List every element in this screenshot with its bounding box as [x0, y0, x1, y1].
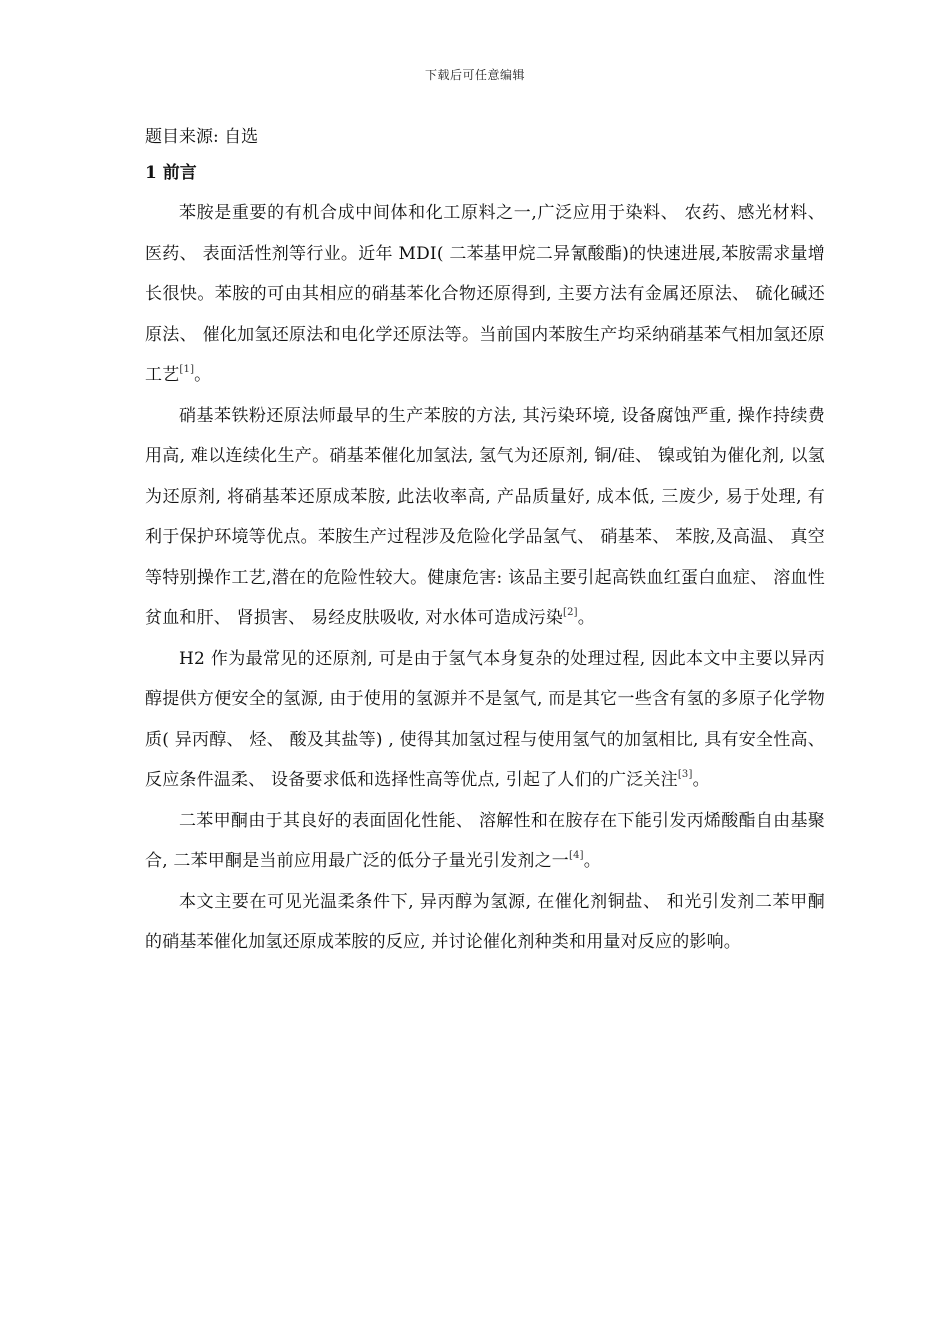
paragraph-text: 硝基苯铁粉还原法师最早的生产苯胺的方法, 其污染环境, 设备腐蚀严重, 操作持续费用高, 难以连续化生产。硝基苯催化加氢法, 氢气为还原剂, 铜/硅、 镍或铂为催化剂, 以氢为还原剂, 将硝基苯还原成苯胺, 此法收率高, 产品质量好, 成本低, 三废少, 易于处理, 有利于保护环境等优点。苯胺生产过程涉及危险化学品氢气、 硝基苯、 苯胺,及高温、 真空等特别操作工艺,潜在的危险性较大。健康危害: 该品主要引起高铁血红蛋白血症、 溶血性贫血和肝、 肾损害、 易经皮肤吸收, 对水体可造成污染: [145, 405, 825, 628]
paragraph-tail: 。: [583, 851, 601, 871]
paragraph-tail: 。: [692, 770, 710, 790]
paragraph-text: H2 作为最常见的还原剂, 可是由于氢气本身复杂的处理过程, 因此本文中主要以异丙醇提供方便安全的氢源, 由于使用的氢源并不是氢气, 而是其它一些含有氢的多原子化学物质( 异丙醇、 烃、 酸及其盐等) , 使得其加氢过程与使用氢气的加氢相比, 具有安全性高、 反应条件温柔、 设备要求低和选择性高等优点, 引起了人们的广泛关注: [145, 648, 825, 790]
paragraph-5: [145, 882, 825, 963]
citation-ref[interactable]: [2]: [563, 607, 578, 618]
paragraph-2: [145, 396, 825, 639]
paragraph-text: 本文主要在可见光温柔条件下, 异丙醇为氢源, 在催化剂铜盐、 和光引发剂二苯甲酮的硝基苯催化加氢还原成苯胺的反应, 并讨论催化剂种类和用量对反应的影响。: [145, 891, 825, 952]
section-number: 1: [145, 163, 157, 183]
topic-source-line: 题目来源: 自选: [145, 127, 259, 147]
paragraph-text: 苯胺是重要的有机合成中间体和化工原料之一,广泛应用于染料、 农药、感光材料、 医药、 表面活性剂等行业。近年 MDI( 二苯基甲烷二异氰酸酯)的快速进展,苯胺需求量增长很快。苯胺的可由其相应的硝基苯化合物还原得到, 主要方法有金属还原法、 硫化碱还原法、 催化加氢还原法和电化学还原法等。当前国内苯胺生产均采纳硝基苯气相加氢还原工艺: [145, 203, 825, 385]
paragraph-4: [145, 801, 825, 882]
paragraph-3: [145, 639, 825, 801]
document-body: [145, 123, 825, 963]
paragraph-tail: 。: [577, 608, 595, 628]
paragraph-1: [145, 193, 825, 396]
citation-ref[interactable]: [3]: [677, 769, 693, 780]
paragraph-text: 二苯甲酮由于其良好的表面固化性能、 溶解性和在胺存在下能引发丙烯酸酯自由基聚合, 二苯甲酮是当前应用最广泛的低分子量光引发剂之一: [145, 810, 825, 871]
citation-ref[interactable]: [4]: [569, 850, 584, 861]
paragraph-tail: 。: [194, 365, 212, 385]
section-heading: [145, 159, 825, 187]
section-title: 前言: [162, 163, 197, 183]
page-header: 下载后可任意编辑: [424, 68, 525, 82]
citation-ref[interactable]: [1]: [179, 364, 195, 375]
